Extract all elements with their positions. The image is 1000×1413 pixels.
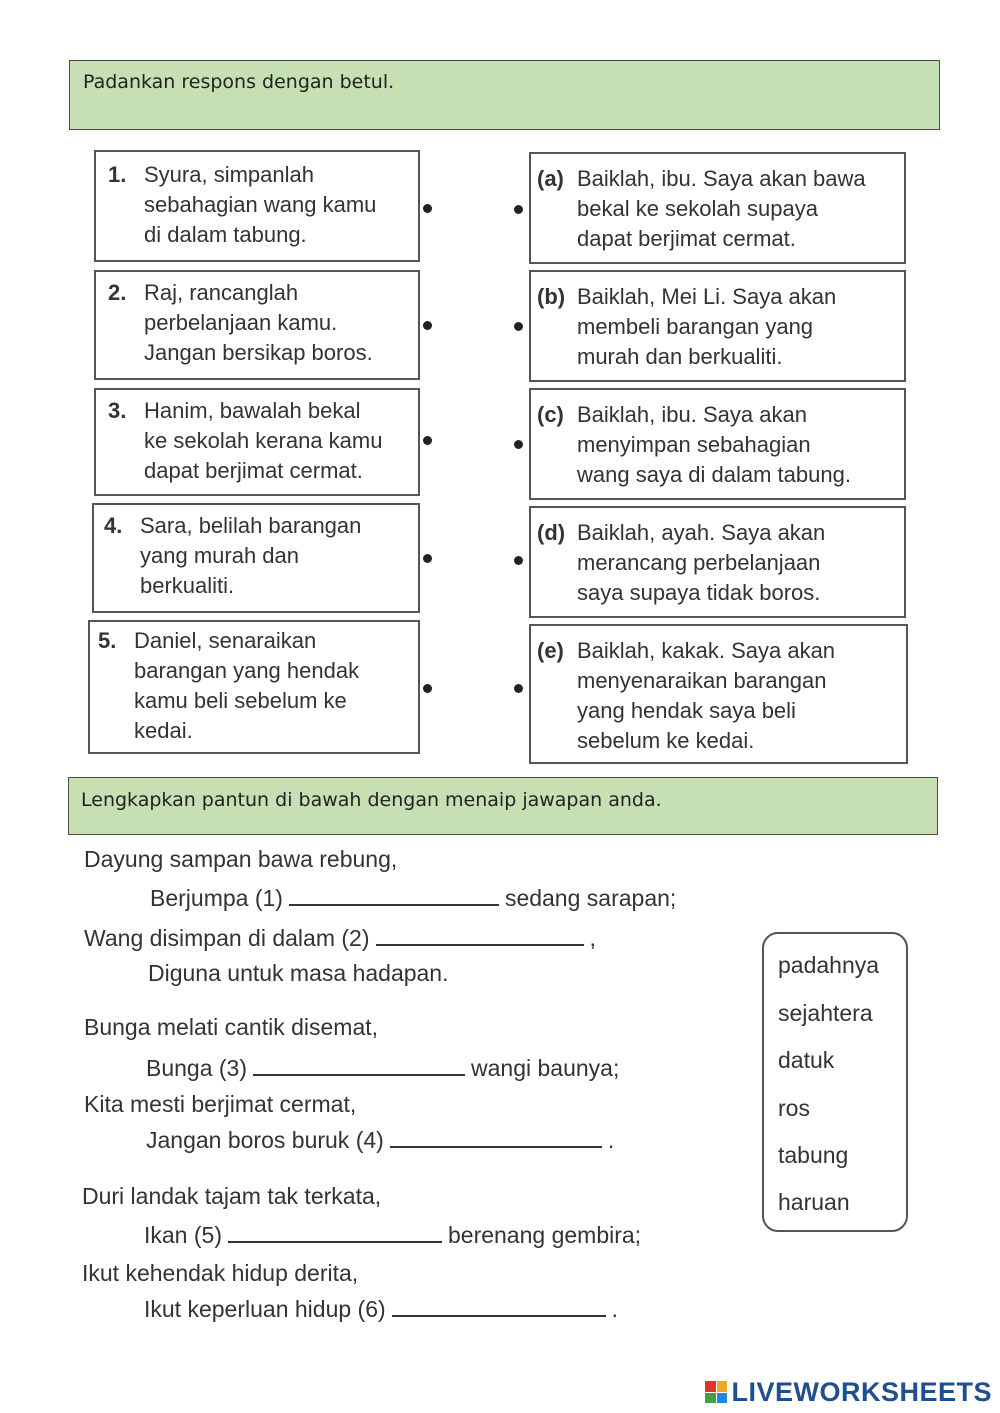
left-item-5 <box>88 620 420 754</box>
pantun-line-11: Ikut kehendak hidup derita, <box>82 1260 359 1286</box>
pantun-line-3: Wang disimpan di dalam (2) , <box>84 925 596 951</box>
match-dot-left-1[interactable] <box>423 204 432 213</box>
item-text: Baiklah, ibu. Saya akan menyimpan sebahagian wang saya di dalam tabung. <box>577 402 851 487</box>
left-item-1 <box>94 150 420 262</box>
item-letter: (a) <box>537 166 564 191</box>
right-item-a <box>529 152 906 264</box>
right-item-b <box>529 270 906 382</box>
brand-grid-icon <box>705 1381 727 1403</box>
match-dot-right-b[interactable] <box>514 322 523 331</box>
answer-blank-2[interactable] <box>376 926 584 946</box>
right-item-c <box>529 388 906 500</box>
item-text: Baiklah, ibu. Saya akan bawa bekal ke sekolah supaya dapat berjimat cermat. <box>577 166 866 251</box>
item-number: 2. <box>108 280 127 305</box>
pantun-line-5: Bunga melati cantik disemat, <box>84 1014 379 1040</box>
pantun-line-7: Kita mesti berjimat cermat, <box>84 1091 357 1117</box>
word-bank-item: padahnya <box>778 952 880 978</box>
pantun-line-12: Ikut keperluan hidup (6) . <box>144 1296 619 1322</box>
match-dot-left-4[interactable] <box>423 554 432 563</box>
item-number: 3. <box>108 398 127 423</box>
word-bank-item: haruan <box>778 1189 850 1215</box>
match-dot-left-3[interactable] <box>423 436 432 445</box>
instruction-banner-matching <box>69 60 940 130</box>
item-letter: (c) <box>537 402 564 427</box>
brand-square <box>717 1393 728 1404</box>
instruction-text: Padankan respons dengan betul. <box>83 71 395 93</box>
answer-blank-3[interactable] <box>253 1056 465 1076</box>
word-bank-item: sejahtera <box>778 1000 873 1026</box>
pantun-line-2: Berjumpa (1) sedang sarapan; <box>150 885 677 911</box>
instruction-banner-pantun <box>68 777 938 835</box>
right-item-d <box>529 506 906 618</box>
match-dot-left-2[interactable] <box>423 321 432 330</box>
match-dot-right-a[interactable] <box>514 205 523 214</box>
item-text: Sara, belilah barangan yang murah dan berkualiti. <box>140 513 362 598</box>
item-number: 5. <box>98 628 117 653</box>
item-text: Raj, rancanglah perbelanjaan kamu. Jangan bersikap boros. <box>144 280 373 365</box>
item-text: Hanim, bawalah bekal ke sekolah kerana kamu dapat berjimat cermat. <box>144 398 383 483</box>
item-text: Baiklah, ayah. Saya akan merancang perbelanjaan saya supaya tidak boros. <box>577 520 826 605</box>
brand-square <box>705 1381 716 1392</box>
answer-blank-6[interactable] <box>392 1297 606 1317</box>
item-letter: (e) <box>537 638 564 663</box>
liveworksheets-logo <box>705 1377 992 1407</box>
brand-name: LIVEWORKSHEETS <box>731 1376 992 1407</box>
answer-blank-5[interactable] <box>228 1223 442 1243</box>
item-text: Daniel, senaraikan barangan yang hendak kamu beli sebelum ke kedai. <box>134 628 360 743</box>
match-dot-right-e[interactable] <box>514 684 523 693</box>
item-letter: (b) <box>537 284 566 309</box>
pantun-line-9: Duri landak tajam tak terkata, <box>82 1183 382 1209</box>
answer-blank-1[interactable] <box>289 886 499 906</box>
match-dot-right-c[interactable] <box>514 440 523 449</box>
item-text: Syura, simpanlah sebahagian wang kamu di dalam tabung. <box>144 162 377 247</box>
left-item-4 <box>92 503 420 613</box>
brand-square <box>705 1393 716 1404</box>
word-bank <box>762 932 908 1232</box>
word-bank-item: datuk <box>778 1047 835 1073</box>
right-item-e <box>529 624 908 764</box>
pantun-line-4: Diguna untuk masa hadapan. <box>148 960 449 986</box>
instruction-text: Lengkapkan pantun di bawah dengan menaip jawapan anda. <box>81 789 662 811</box>
left-item-2 <box>94 270 420 380</box>
match-dot-left-5[interactable] <box>423 684 432 693</box>
word-bank-item: tabung <box>778 1142 849 1168</box>
word-bank-item: ros <box>778 1095 810 1121</box>
pantun-line-10: Ikan (5) berenang gembira; <box>144 1222 642 1248</box>
pantun-line-6: Bunga (3) wangi baunya; <box>146 1055 620 1081</box>
item-number: 1. <box>108 162 127 187</box>
answer-blank-4[interactable] <box>390 1128 602 1148</box>
left-item-3 <box>94 388 420 496</box>
pantun-line-1: Dayung sampan bawa rebung, <box>84 846 398 872</box>
item-text: Baiklah, kakak. Saya akan menyenaraikan barangan yang hendak saya beli sebelum ke kedai. <box>577 638 836 753</box>
item-number: 4. <box>104 513 123 538</box>
pantun-line-8: Jangan boros buruk (4) . <box>146 1127 615 1153</box>
item-letter: (d) <box>537 520 566 545</box>
item-text: Baiklah, Mei Li. Saya akan membeli barangan yang murah dan berkualiti. <box>577 284 837 369</box>
match-dot-right-d[interactable] <box>514 556 523 565</box>
brand-square <box>717 1381 728 1392</box>
